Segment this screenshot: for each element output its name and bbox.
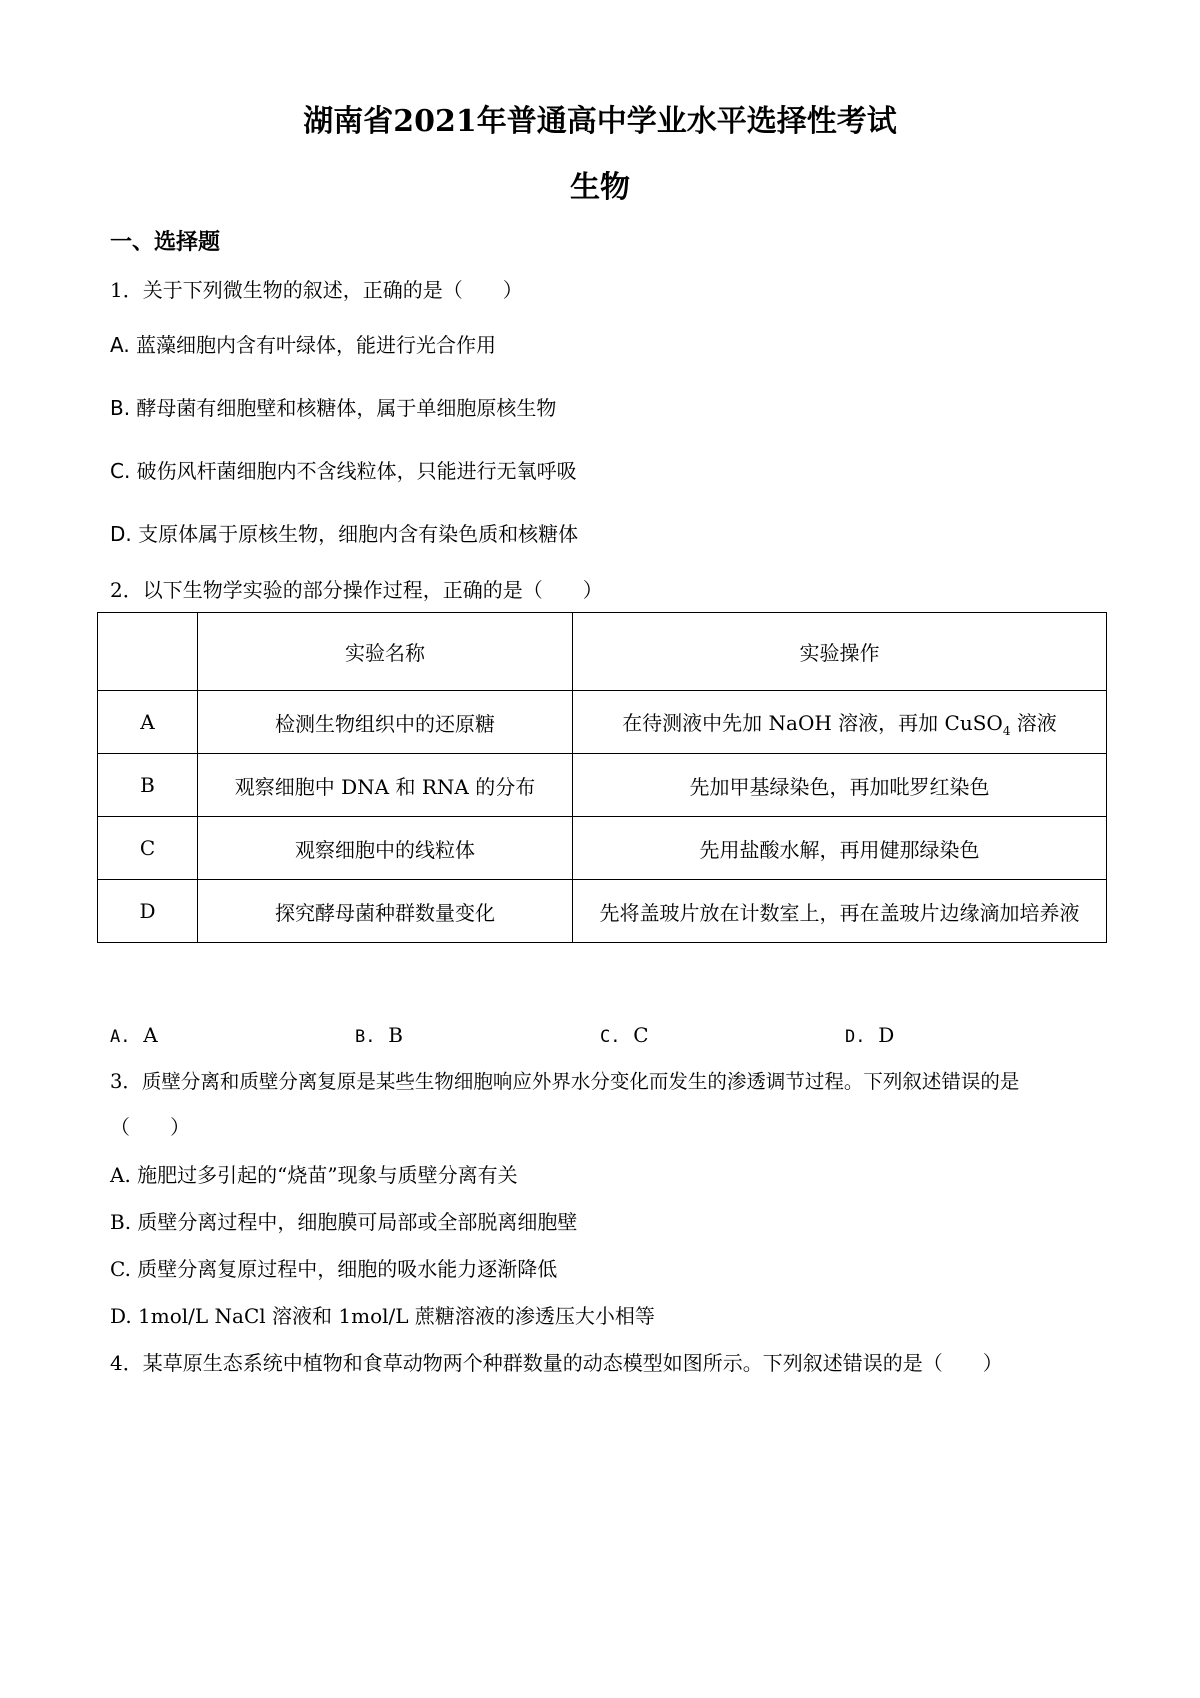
answer-option-c: C. C: [600, 1023, 649, 1047]
question-1-option-b: B. 酵母菌有细胞壁和核糖体，属于单细胞原核生物: [110, 396, 557, 420]
table-row: [98, 880, 1107, 943]
question-3-stem: 3．质壁分离和质壁分离复原是某些生物细胞响应外界水分变化而发生的渗透调节过程。下列叙述错误的是: [110, 1070, 1020, 1093]
table-cell-operation: [573, 691, 1107, 754]
question-2-stem: 2．以下生物学实验的部分操作过程，正确的是（ ）: [110, 578, 603, 602]
table-cell-operation: 先加甲基绿染色，再加吡罗红染色: [573, 754, 1107, 817]
table-header-cell: [98, 613, 198, 691]
table-cell-label: A: [98, 691, 198, 754]
question-3-option-d: D. 1mol/L NaCl 溶液和 1mol/L 蔗糖溶液的渗透压大小相等: [110, 1304, 655, 1328]
answer-option-a: A. A: [110, 1023, 158, 1047]
table-cell-experiment: 检测生物组织中的还原糖: [198, 691, 573, 754]
table-cell-experiment: 观察细胞中 DNA 和 RNA 的分布: [198, 754, 573, 817]
question-1-option-a: A. 蓝藻细胞内含有叶绿体，能进行光合作用: [110, 333, 497, 357]
table-cell-operation: 先将盖玻片放在计数室上，再在盖玻片边缘滴加培养液: [573, 880, 1107, 943]
table-row: [98, 754, 1107, 817]
table-cell-experiment: 观察细胞中的线粒体: [198, 817, 573, 880]
table-cell-label: C: [98, 817, 198, 880]
table-row: [98, 817, 1107, 880]
question-1-stem: 1．关于下列微生物的叙述，正确的是（ ）: [110, 278, 523, 302]
answer-option-d: D. D: [845, 1023, 895, 1047]
question-3-option-c: C. 质壁分离复原过程中，细胞的吸水能力逐渐降低: [110, 1257, 558, 1281]
subject-title: 生物: [570, 170, 630, 205]
table-header-cell: 实验名称: [198, 613, 573, 691]
operation-text: 在待测液中先加 NaOH 溶液，再加 CuSO: [622, 710, 1003, 735]
table-header-cell: 实验操作: [573, 613, 1107, 691]
question-1-option-c: C. 破伤风杆菌细胞内不含线粒体，只能进行无氧呼吸: [110, 459, 577, 483]
operation-text-end: 溶液: [1010, 710, 1057, 735]
exam-title: 湖南省2021年普通高中学业水平选择性考试: [303, 104, 897, 139]
table-cell-experiment: 探究酵母菌种群数量变化: [198, 880, 573, 943]
question-3-option-a: A. 施肥过多引起的“烧苗”现象与质壁分离有关: [110, 1163, 518, 1187]
experiment-table: [97, 612, 1107, 943]
table-header-row: [98, 613, 1107, 691]
table-row: [98, 691, 1107, 754]
answer-option-b: B. B: [355, 1023, 403, 1047]
question-4-stem: 4．某草原生态系统中植物和食草动物两个种群数量的动态模型如图所示。下列叙述错误的是（ ）: [110, 1351, 1003, 1375]
question-1-option-d: D. 支原体属于原核生物，细胞内含有染色质和核糖体: [110, 522, 579, 546]
question-3-stem-continued: （ ）: [110, 1115, 190, 1139]
section-heading: 一、选择题: [110, 229, 221, 255]
table-cell-label: D: [98, 880, 198, 943]
question-3-option-b: B. 质壁分离过程中，细胞膜可局部或全部脱离细胞壁: [110, 1210, 578, 1234]
subscript-4: 4: [1002, 723, 1011, 738]
table-cell-label: B: [98, 754, 198, 817]
table-cell-operation: 先用盐酸水解，再用健那绿染色: [573, 817, 1107, 880]
